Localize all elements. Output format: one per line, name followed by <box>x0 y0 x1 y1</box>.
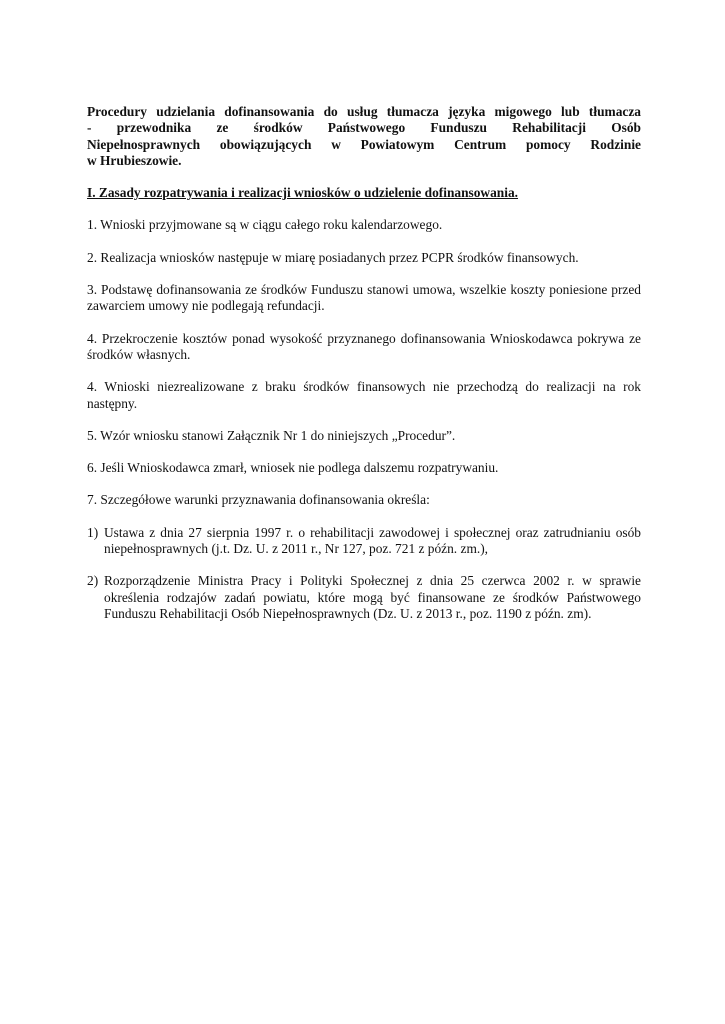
paragraph-6: 5. Wzór wniosku stanowi Załącznik Nr 1 do niniejszych „Procedur”. <box>87 427 456 443</box>
paragraph-8: 7. Szczegółowe warunki przyznawania dofinansowania określa: <box>87 492 430 508</box>
paragraph-3: 3. Podstawę dofinansowania ze środków Funduszu stanowi umowa, wszelkie koszty poniesione przed zawarciem umowy nie podlegają refundacji. <box>87 282 641 314</box>
paragraph-1: 1. Wnioski przyjmowane są w ciągu całego roku kalendarzowego. <box>87 217 443 233</box>
paragraph-4: 4. Przekroczenie kosztów ponad wysokość przyznanego dofinansowania Wnioskodawca pokrywa ze środków własnych. <box>87 330 641 362</box>
list-item-text: Rozporządzenie Ministra Pracy i Polityki Społecznej z dnia 25 czerwca 2002 r. w sprawie określenia rodzajów zadań powiatu, które mogą być finansowane ze środków Państwowego Funduszu Rehabilitacji Osób Niepełnosprawnych (Dz. U. z 2013 r., poz. 1190 z późn. zm). <box>104 573 641 621</box>
title-line-3: Niepełnosprawnych obowiązujących w Powiatowym Centrum pomocy Rodzinie <box>87 136 641 152</box>
paragraph-2: 2. Realizacja wniosków następuje w miarę posiadanych przez PCPR środków finansowych. <box>87 249 579 265</box>
legal-act-item-1 <box>87 525 641 558</box>
list-item-text: Ustawa z dnia 27 sierpnia 1997 r. o rehabilitacji zawodowej i społecznej oraz zatrudnianiu osób niepełnosprawnych (j.t. Dz. U. z 2011 r., Nr 127, poz. 721 z późn. zm.), <box>104 524 641 557</box>
title-line-4: w Hrubieszowie. <box>87 152 182 168</box>
paragraph-7: 6. Jeśli Wnioskodawca zmarł, wniosek nie podlega dalszemu rozpatrywaniu. <box>87 460 499 476</box>
list-number: 1) <box>87 524 99 540</box>
section-heading: I. Zasady rozpatrywania i realizacji wniosków o udzielenie dofinansowania. <box>87 185 519 201</box>
title-line-2: - przewodnika ze środków Państwowego Funduszu Rehabilitacji Osób <box>87 120 641 136</box>
legal-act-item-2 <box>87 573 641 622</box>
list-number: 2) <box>87 573 99 589</box>
document-title <box>87 104 641 169</box>
document-page <box>87 104 641 622</box>
paragraph-5: 4. Wnioski niezrealizowane z braku środków finansowych nie przechodzą do realizacji na rok następny. <box>87 379 641 411</box>
title-line-1: Procedury udzielania dofinansowania do usług tłumacza języka migowego lub tłumacza <box>87 104 641 119</box>
